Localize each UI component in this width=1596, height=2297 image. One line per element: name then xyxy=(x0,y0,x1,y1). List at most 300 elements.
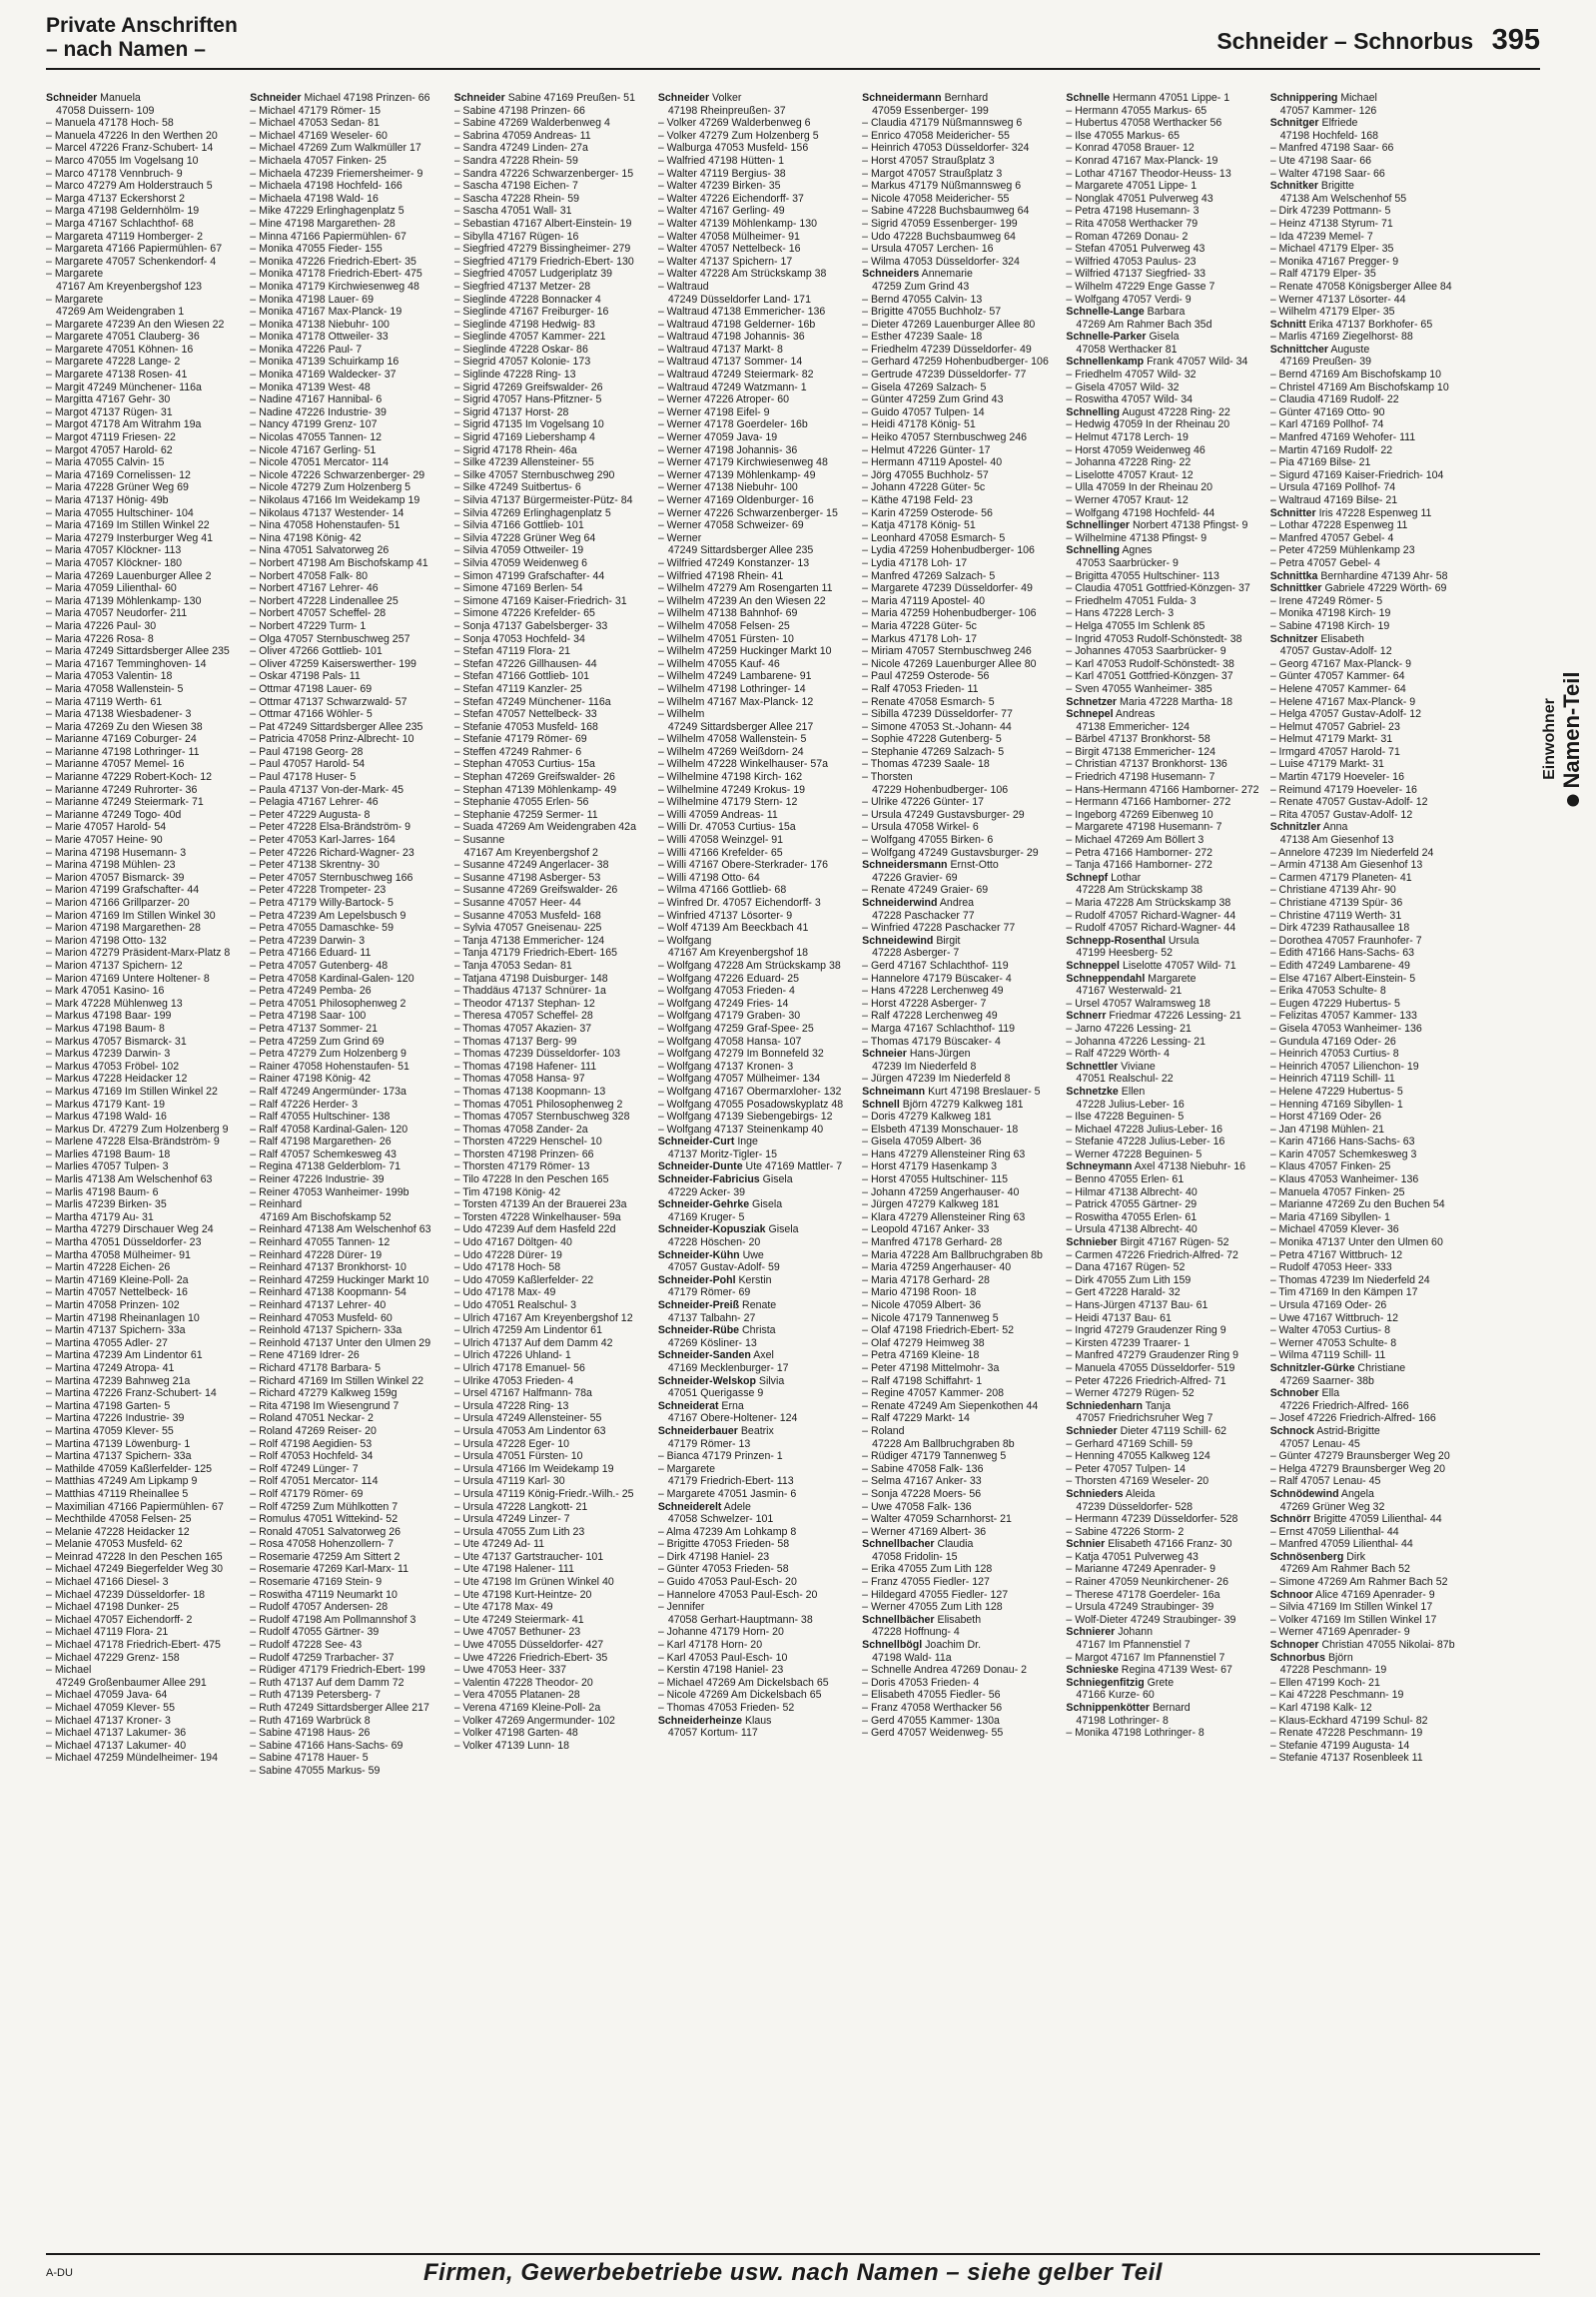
entry-text: – Wolfgang 47137 Steinenkamp 40 xyxy=(657,1123,824,1136)
directory-column xyxy=(1270,92,1464,2209)
list-item xyxy=(1270,1349,1464,1362)
entry-text: – Liselotte 47057 Kraut- 12 xyxy=(1066,468,1194,481)
entry-text: – Manfred 47178 Gerhard- 28 xyxy=(862,1236,1003,1249)
list-item xyxy=(46,922,240,935)
list-item xyxy=(1270,1036,1464,1049)
entry-address: 47058 Werthacker 81 xyxy=(1076,343,1178,356)
entry-text: – Maria 47169 Cornelissen- 12 xyxy=(46,468,191,481)
list-item xyxy=(46,570,240,583)
list-item xyxy=(658,243,852,256)
list-item xyxy=(46,910,240,923)
entry-text: – Rudolf 47053 Heer- 333 xyxy=(1269,1261,1392,1274)
entry-text: – Ursula 47053 Am Lindentor 63 xyxy=(453,1424,606,1437)
entry-text: – Sieglinde 47228 Bonnacker 4 xyxy=(453,293,601,306)
entry-text: Barbara xyxy=(1144,306,1186,319)
list-item xyxy=(1270,1425,1464,1438)
list-item xyxy=(1270,444,1464,457)
entry-text: – Guido 47053 Paul-Esch- 20 xyxy=(657,1576,797,1589)
entry-text: – Carmen 47179 Planeten- 41 xyxy=(1269,871,1412,884)
entry-text: – Martina 47249 Atropa- 41 xyxy=(46,1361,175,1374)
entry-address: 47249 Sittardsberger Allee 235 xyxy=(667,544,814,557)
entry-text: – Winfried 47137 Lösorter- 9 xyxy=(657,909,793,922)
list-item xyxy=(46,1148,240,1161)
entry-text: – Käthe 47198 Feld- 23 xyxy=(862,494,973,506)
list-item xyxy=(658,1223,852,1236)
list-item xyxy=(862,960,1056,973)
list-item xyxy=(46,1223,240,1236)
entry-text: – Maria 47269 Zu den Wiesen 38 xyxy=(46,720,203,733)
entry-text: – Torsten 47228 Winkelhauser- 59a xyxy=(453,1210,621,1223)
list-item xyxy=(862,557,1056,570)
list-item xyxy=(454,998,648,1011)
list-item xyxy=(250,1639,443,1652)
entry-text: Angela xyxy=(1338,1487,1374,1500)
list-item xyxy=(862,1727,1056,1740)
list-item xyxy=(1066,155,1259,168)
list-item xyxy=(658,92,852,105)
list-item xyxy=(1066,910,1259,923)
list-item xyxy=(862,393,1056,406)
entry-text: – Doris 47279 Kalkweg 181 xyxy=(862,1111,992,1124)
list-item xyxy=(454,1715,648,1728)
region-code: A-DU xyxy=(46,2267,73,2279)
entry-text: – Nicole 47051 Mercator- 114 xyxy=(250,456,390,469)
surname: Schniegenfitzig xyxy=(1066,1676,1145,1689)
list-item xyxy=(250,1526,443,1539)
list-item xyxy=(454,733,648,746)
list-item xyxy=(658,481,852,494)
list-item xyxy=(658,1576,852,1589)
entry-text: – Marcel 47226 Franz-Schubert- 14 xyxy=(46,142,214,155)
list-item xyxy=(250,670,443,683)
list-item xyxy=(862,771,1056,784)
list-item xyxy=(1270,281,1464,294)
entry-text: – Torsten 47139 An der Brauerei 23a xyxy=(453,1198,627,1211)
entry-text: – Friedhelm 47239 Düsseldorfer- 49 xyxy=(862,343,1032,356)
entry-address: 47226 Friedrich-Alfred- 166 xyxy=(1279,1399,1409,1412)
entry-text: – Reinhold 47137 Unter den Ulmen 29 xyxy=(250,1336,431,1349)
entry-text: – Maria 47119 Werth- 61 xyxy=(46,695,163,708)
surname: Schnorbus xyxy=(1269,1651,1326,1664)
entry-text: – Margarete 47198 Husemann- 7 xyxy=(1066,821,1222,834)
entry-text: – Marion 47169 Im Stillen Winkel 30 xyxy=(46,909,216,922)
list-item xyxy=(1270,1111,1464,1124)
entry-text: – Markus 47198 Baar- 199 xyxy=(46,1010,172,1023)
list-item xyxy=(658,809,852,822)
list-item xyxy=(1270,1387,1464,1400)
entry-text: Klaus xyxy=(742,1714,772,1727)
list-item xyxy=(1270,1236,1464,1249)
list-item xyxy=(46,168,240,181)
list-item xyxy=(862,582,1056,595)
entry-text: – Michael 47178 Friedrich-Ebert- 475 xyxy=(46,1639,221,1652)
list-item xyxy=(1066,456,1259,469)
entry-text: – Wilhelm 47228 Winkelhauser- 57a xyxy=(657,758,829,771)
entry-address: 47169 Mecklenburger- 17 xyxy=(667,1361,789,1374)
entry-text: – Walter 47057 Nettelbeck- 16 xyxy=(657,243,801,256)
entry-text: – Norbert 47058 Falk- 80 xyxy=(250,569,369,582)
list-item xyxy=(1270,168,1464,181)
entry-address: 47199 Heesberg- 52 xyxy=(1076,947,1174,960)
entry-text: – Martin 47137 Spichern- 33a xyxy=(46,1324,186,1337)
entry-text: – Maria 47139 Möhlenkamp- 130 xyxy=(46,594,202,607)
entry-text: – Werner 47226 Atroper- 60 xyxy=(657,393,789,406)
entry-text: – Maria 47169 Im Stillen Winkel 22 xyxy=(46,519,210,532)
entry-text: – Markus 47239 Darwin- 3 xyxy=(46,1048,171,1061)
list-item xyxy=(658,142,852,155)
list-item xyxy=(658,998,852,1011)
entry-text: – Wolfgang 47058 Hansa- 107 xyxy=(657,1035,802,1048)
entry-text: – Günter 47053 Frieden- 58 xyxy=(657,1563,789,1576)
entry-text: – Carmen 47226 Friedrich-Alfred- 72 xyxy=(1066,1248,1238,1261)
list-item xyxy=(454,406,648,419)
entry-text: – Udo 47228 Dürer- 19 xyxy=(453,1248,562,1261)
list-item xyxy=(250,1702,443,1715)
list-item xyxy=(46,1023,240,1036)
entry-text: – Leopold 47167 Anker- 33 xyxy=(862,1223,990,1236)
list-item xyxy=(250,231,443,244)
entry-text: – Martin 47169 Kleine-Poll- 2a xyxy=(46,1273,189,1286)
list-item xyxy=(1270,696,1464,709)
list-item xyxy=(46,1538,240,1551)
list-item xyxy=(46,1614,240,1627)
list-item xyxy=(46,1111,240,1124)
list-item xyxy=(250,1349,443,1362)
entry-text: – Margarete 47051 Jasmin- 6 xyxy=(657,1487,797,1500)
surname: Schneiderelt xyxy=(657,1500,722,1513)
entry-text: – Reimund 47179 Hoeveler- 16 xyxy=(1269,783,1417,796)
list-item xyxy=(454,193,648,206)
entry-text: – Willi 47167 Obere-Sterkrader- 176 xyxy=(657,859,829,872)
list-item xyxy=(1270,344,1464,357)
entry-address: 47057 Lenau- 45 xyxy=(1279,1437,1360,1450)
list-item xyxy=(46,1450,240,1463)
list-item xyxy=(454,1387,648,1400)
entry-text: – Gertrude 47239 Düsseldorfer- 77 xyxy=(862,369,1027,382)
entry-text: – Maria 47169 Sibyllen- 1 xyxy=(1269,1210,1390,1223)
list-item xyxy=(46,1601,240,1614)
list-item xyxy=(862,1249,1056,1262)
entry-text: – Ralf 47226 Herder- 3 xyxy=(250,1098,359,1111)
list-item xyxy=(1066,620,1259,633)
list-item xyxy=(1270,1286,1464,1299)
list-item xyxy=(46,1073,240,1086)
entry-text: – Marlis 47198 Baum- 6 xyxy=(46,1185,159,1198)
entry-text: – Sieglinde 47167 Freiburger- 16 xyxy=(453,306,609,319)
list-item xyxy=(250,1689,443,1702)
entry-text: – Petra 47239 Darwin- 3 xyxy=(250,934,366,947)
entry-address: 47057 Gustav-Adolf- 12 xyxy=(1279,645,1392,658)
entry-text: – Richard 47169 Im Stillen Winkel 22 xyxy=(250,1374,423,1387)
entry-text: – Werner 47055 Zum Lith 128 xyxy=(862,1601,1003,1614)
entry-text: – Petra 47198 Saar- 100 xyxy=(250,1010,367,1023)
list-item xyxy=(1066,231,1259,244)
list-item xyxy=(1066,1111,1259,1124)
list-item xyxy=(1270,393,1464,406)
entry-address: 47269 Am Weidengraben 1 xyxy=(56,306,185,319)
entry-text: – Walter 47239 Birken- 35 xyxy=(657,180,781,193)
entry-text: – Margarete 47051 Lippe- 1 xyxy=(1066,180,1197,193)
list-item xyxy=(658,683,852,696)
entry-text: – Hedwig 47059 In der Rheinau 20 xyxy=(1066,418,1230,431)
entry-text: – Gundula 47169 Oder- 26 xyxy=(1269,1035,1396,1048)
list-item xyxy=(454,1236,648,1249)
entry-text: – Hannelore 47053 Paul-Esch- 20 xyxy=(657,1588,818,1601)
entry-text: – Sibylla 47167 Rügen- 16 xyxy=(453,230,579,243)
list-item xyxy=(46,998,240,1011)
list-item xyxy=(454,620,648,633)
list-item xyxy=(1270,935,1464,948)
side-tab xyxy=(1542,619,1586,859)
list-item xyxy=(46,1274,240,1287)
entry-text: – Ruth 47137 Auf dem Damm 72 xyxy=(250,1676,404,1689)
entry-text: – Ute 47198 Im Grünen Winkel 40 xyxy=(453,1576,614,1589)
list-item xyxy=(454,205,648,218)
list-item xyxy=(1066,607,1259,620)
entry-address: 47169 Am Bischofskamp 52 xyxy=(260,1210,392,1223)
list-item xyxy=(46,834,240,847)
list-item xyxy=(454,721,648,734)
surname: Schnepp-Rosenthal xyxy=(1066,934,1166,947)
entry-text: – Kai 47228 Peschmann- 19 xyxy=(1269,1689,1404,1702)
entry-text: – Silvia 47269 Erlinghagenplatz 5 xyxy=(453,506,611,519)
list-item xyxy=(250,1664,443,1677)
list-item xyxy=(46,1362,240,1375)
list-item xyxy=(1066,1086,1259,1099)
entry-text: – Meinrad 47228 In den Peschen 165 xyxy=(46,1550,223,1563)
section-title xyxy=(46,14,238,62)
list-item xyxy=(250,1312,443,1325)
list-item xyxy=(862,469,1056,482)
entry-text: – Wilhelm xyxy=(657,708,705,721)
entry-text: – Susanne xyxy=(453,834,505,847)
entry-text: – Brigitta 47055 Hultschiner- 113 xyxy=(1066,569,1219,582)
list-item xyxy=(1066,1124,1259,1137)
entry-text: – Dirk 47239 Rathausallee 18 xyxy=(1269,922,1410,935)
surname: Schnippenkötter xyxy=(1066,1702,1151,1714)
list-item xyxy=(1066,256,1259,269)
list-item xyxy=(658,1010,852,1023)
entry-text: – Manfred 47059 Lilienthal- 44 xyxy=(1269,1538,1413,1551)
list-item xyxy=(1066,1048,1259,1061)
entry-text: – Selma 47167 Anker- 33 xyxy=(862,1475,982,1488)
entry-text: – Rüdiger 47179 Tannenweg 5 xyxy=(862,1450,1007,1463)
side-tab-line2 xyxy=(1559,672,1585,807)
entry-text: – Marlis 47138 Am Welschenhof 63 xyxy=(46,1173,213,1186)
entry-text: – Nadine 47167 Hannibal- 6 xyxy=(250,393,383,406)
surname: Schnock xyxy=(1269,1424,1314,1437)
list-item xyxy=(862,683,1056,696)
list-item xyxy=(250,1626,443,1639)
entry-text: – Petra 47055 Damaschke- 59 xyxy=(250,922,394,935)
list-item xyxy=(862,319,1056,332)
list-item xyxy=(862,331,1056,344)
list-item xyxy=(46,1488,240,1501)
list-item xyxy=(454,1160,648,1173)
entry-text: – Oliver 47266 Gottlieb- 101 xyxy=(250,645,383,658)
list-item xyxy=(1270,960,1464,973)
entry-text: – Silke 47057 Sternbuschweg 290 xyxy=(453,468,615,481)
entry-text: – Nikolaus 47137 Westender- 14 xyxy=(250,506,404,519)
entry-text: – Michael 47137 Lakumer- 40 xyxy=(46,1739,187,1752)
entry-text: – Markus Dr. 47279 Zum Holzenberg 9 xyxy=(46,1123,229,1136)
list-item xyxy=(250,1136,443,1148)
surname: Schneppel xyxy=(1066,959,1120,972)
list-item xyxy=(454,1286,648,1299)
entry-text: – Rudolf 47055 Gärtner- 39 xyxy=(250,1626,380,1639)
entry-text: – Walter 47139 Möhlenkamp- 130 xyxy=(657,217,818,230)
surname: Schneider-Kühn xyxy=(657,1248,740,1261)
entry-text: – Ulrich 47259 Am Lindentor 61 xyxy=(453,1324,602,1337)
list-item xyxy=(454,456,648,469)
entry-text: – Ralf 47229 Wörth- 4 xyxy=(1066,1048,1171,1061)
entry-text: – Bernd 47055 Calvin- 13 xyxy=(862,293,983,306)
entry-text: – Nicole 47279 Zum Holzenberg 5 xyxy=(250,481,411,494)
entry-text: Annemarie xyxy=(919,268,973,281)
list-item xyxy=(1066,1136,1259,1148)
entry-text: – Monika 47138 Niebuhr- 100 xyxy=(250,318,390,331)
list-item xyxy=(454,1173,648,1186)
entry-text: – Karl 47053 Paul-Esch- 10 xyxy=(657,1651,788,1664)
entry-text: – Wilhelm 47167 Max-Planck- 12 xyxy=(657,695,814,708)
entry-address: 47167 Am Kreyenbergshof 2 xyxy=(463,846,598,859)
surname: Schnödewind xyxy=(1269,1487,1339,1500)
list-item xyxy=(862,155,1056,168)
list-item xyxy=(454,1124,648,1137)
entry-text: – Martin 47228 Eichen- 26 xyxy=(46,1261,171,1274)
entry-text: – Oliver 47259 Kaiserswerther- 199 xyxy=(250,657,416,670)
entry-text: – Martina 47239 Bahnweg 21a xyxy=(46,1374,191,1387)
entry-text: Inge xyxy=(734,1136,758,1148)
list-item xyxy=(1066,1211,1259,1224)
entry-text: – Reinhold 47137 Spichern- 33a xyxy=(250,1324,402,1337)
entry-text: Renate xyxy=(739,1299,777,1311)
entry-text: – Stephanie 47259 Sermer- 11 xyxy=(453,808,598,821)
list-item xyxy=(46,231,240,244)
list-item xyxy=(658,393,852,406)
entry-text: – Walter 47119 Bergius- 38 xyxy=(657,167,786,180)
entry-text: – Wilhelm 47229 Enge Gasse 7 xyxy=(1066,280,1215,293)
entry-text: – Ralf 47057 Lenau- 45 xyxy=(1269,1475,1381,1488)
entry-text: – Dirk 47198 Haniel- 23 xyxy=(657,1550,770,1563)
list-item xyxy=(250,456,443,469)
entry-text: – Manuela 47178 Hoch- 58 xyxy=(46,117,174,130)
entry-text: – Wolfgang 47057 Mülheimer- 134 xyxy=(657,1073,821,1086)
list-item xyxy=(250,306,443,319)
entry-text: – Eugen 47229 Hubertus- 5 xyxy=(1269,997,1400,1010)
list-item xyxy=(46,294,240,307)
entry-text: – Patricia 47058 Prinz-Albrecht- 10 xyxy=(250,733,414,746)
entry-text: Birgit xyxy=(933,934,961,947)
list-item xyxy=(658,1198,852,1211)
entry-text: Axel xyxy=(750,1349,774,1362)
list-item xyxy=(454,1626,648,1639)
list-item xyxy=(1066,1274,1259,1287)
entry-text: – Margarete 47239 Düsseldorfer- 49 xyxy=(862,582,1033,595)
list-item xyxy=(862,1538,1056,1551)
list-item xyxy=(658,557,852,570)
entry-text: – Else 47167 Albert-Einstein- 5 xyxy=(1269,972,1416,985)
entry-text: – Bernd 47169 Am Bischofskamp 10 xyxy=(1269,369,1442,382)
list-item xyxy=(1066,582,1259,595)
list-item xyxy=(250,1173,443,1186)
entry-text: – Michaela 47057 Finken- 25 xyxy=(250,154,387,167)
entry-address: 47058 Schwelzer- 101 xyxy=(667,1513,774,1526)
entry-text: – Margareta 47119 Homberger- 2 xyxy=(46,230,204,243)
list-item xyxy=(250,1438,443,1451)
entry-text: – Petra 47057 Gebel- 4 xyxy=(1269,556,1380,569)
entry-text: – Roland 47269 Reiser- 20 xyxy=(250,1424,377,1437)
list-item xyxy=(250,998,443,1011)
running-head xyxy=(1216,24,1540,57)
list-item xyxy=(658,1061,852,1074)
entry-text: – Waltraud 47198 Gelderner- 16b xyxy=(657,318,816,331)
entry-text: – Ottmar 47137 Schwarzwald- 57 xyxy=(250,695,407,708)
entry-address: 47249 Düsseldorfer Land- 171 xyxy=(667,293,811,306)
list-item xyxy=(1270,784,1464,797)
list-item xyxy=(250,1475,443,1488)
list-item xyxy=(658,1023,852,1036)
entry-text: – Michael 47259 Mündelheimer- 194 xyxy=(46,1752,218,1765)
surname: Schneiderat xyxy=(657,1399,719,1412)
entry-text: – Monika 47178 Ottweiler- 33 xyxy=(250,331,389,344)
list-item xyxy=(454,1061,648,1074)
entry-text: – Silvia 47169 Im Stillen Winkel 17 xyxy=(1269,1601,1433,1614)
surname: Schnoper xyxy=(1269,1639,1319,1652)
list-item xyxy=(250,985,443,998)
entry-text: – Michael 47269 Am Dickelsbach 65 xyxy=(657,1676,829,1689)
entry-text: – Stefan 47119 Flora- 21 xyxy=(453,645,570,658)
entry-text: – Reinhard 47137 Lehrer- 40 xyxy=(250,1299,387,1311)
entry-text: – Heinrich 47053 Curtius- 8 xyxy=(1269,1048,1399,1061)
entry-text: – Roswitha 47119 Neumarkt 10 xyxy=(250,1588,398,1601)
entry-text: – Michael 47119 Flora- 21 xyxy=(46,1626,169,1639)
entry-text: – Maria 47226 Rosa- 8 xyxy=(46,632,154,645)
entry-text: – Heinrich 47053 Düsseldorfer- 324 xyxy=(862,142,1030,155)
list-item xyxy=(1066,570,1259,583)
list-item xyxy=(862,1023,1056,1036)
entry-text: – Margarete 47051 Köhnen- 16 xyxy=(46,343,194,356)
entry-text: – Michael xyxy=(46,1664,92,1677)
entry-text: – Nina 47198 König- 42 xyxy=(250,531,362,544)
entry-text: – Dana 47167 Rügen- 52 xyxy=(1066,1261,1186,1274)
surname: Schneiderwind xyxy=(862,897,938,909)
entry-text: – Rolf 47198 Aegidien- 53 xyxy=(250,1437,373,1450)
list-item xyxy=(250,570,443,583)
entry-text: – Stephanie 47269 Salzach- 5 xyxy=(862,745,1005,758)
entry-address: 47198 Hochfeld- 168 xyxy=(1279,129,1379,142)
entry-text: – Ingrid 47279 Graudenzer Ring 9 xyxy=(1066,1324,1226,1337)
list-item xyxy=(250,1765,443,1778)
list-item xyxy=(454,960,648,973)
list-item xyxy=(250,922,443,935)
entry-text: – Thomas 47053 Frieden- 52 xyxy=(657,1702,795,1714)
entry-text: – Ulrich 47226 Uhland- 1 xyxy=(453,1349,571,1362)
list-item xyxy=(454,1501,648,1514)
entry-text: – Marina 47198 Husemann- 3 xyxy=(46,846,187,859)
list-item xyxy=(46,696,240,709)
list-item xyxy=(1066,494,1259,507)
entry-text: – Nonglak 47051 Pulverweg 43 xyxy=(1066,192,1213,205)
surname: Schneidersmann xyxy=(862,859,948,872)
entry-text: Michael 47198 Prinzen- 66 xyxy=(301,92,430,104)
list-item xyxy=(1270,582,1464,595)
list-item xyxy=(1270,319,1464,332)
entry-text: – Maria 47119 Apostel- 40 xyxy=(862,594,986,607)
list-item xyxy=(454,1463,648,1476)
entry-text: Maria 47228 Martha- 18 xyxy=(1117,695,1233,708)
list-item xyxy=(250,406,443,419)
